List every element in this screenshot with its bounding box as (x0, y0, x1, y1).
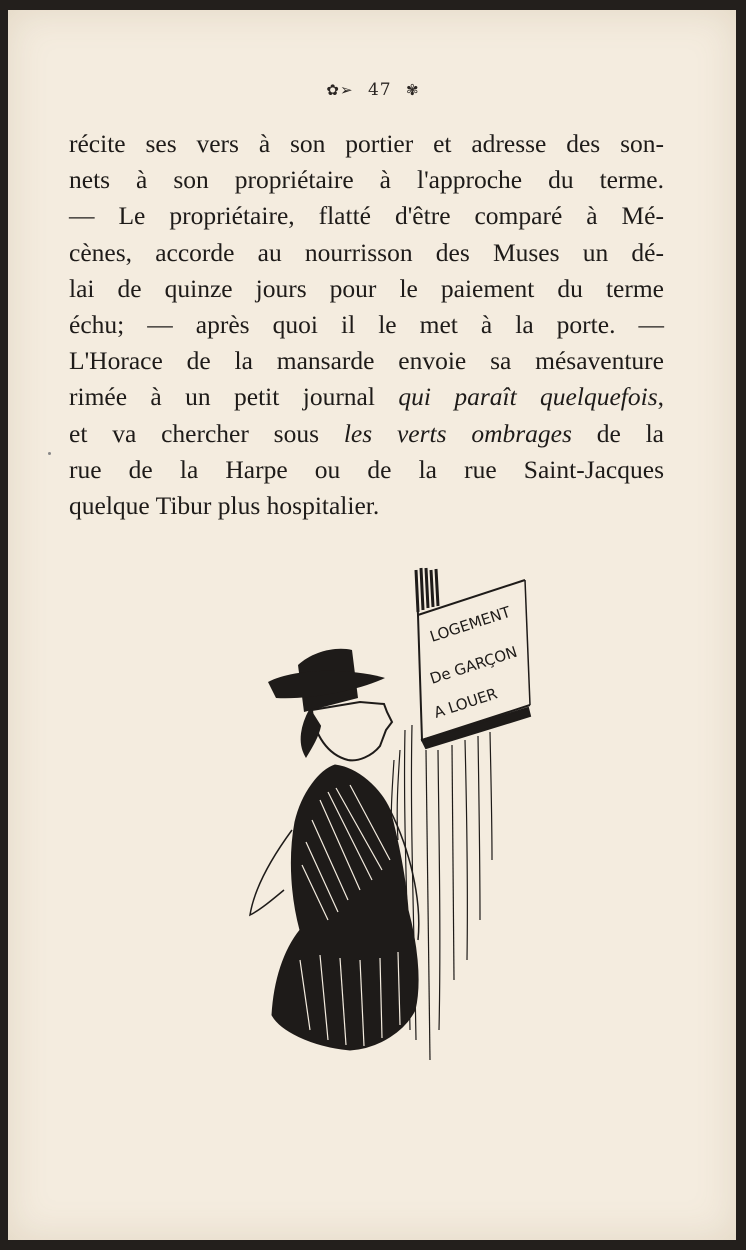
sign-line-3: A LOUER (431, 684, 500, 722)
text-segment: rimée à un petit journal (69, 382, 399, 412)
italic-segment: qui paraît quelquefois (398, 382, 658, 412)
text-line: lai de quinze jours pour le paiement du terme (69, 273, 664, 303)
sign-line-1: LOGEMENT (427, 602, 513, 646)
text-segment: , (657, 382, 664, 412)
sign-lettering (428, 603, 520, 722)
left-ornament: ✿➢ (326, 81, 354, 99)
head (302, 702, 392, 760)
illustration-man-top-hat (240, 560, 540, 1080)
coat (272, 765, 418, 1050)
text-segment: de la (571, 418, 664, 448)
text-line: échu; — après quoi il le met à la porte. — (69, 310, 664, 340)
text-line: rue de la Harpe ou de la rue Saint-Jacques (69, 454, 664, 484)
text-line: récite ses vers à son portier et adresse des son- (69, 129, 664, 158)
italic-segment: les verts ombrages (343, 418, 572, 448)
body-paragraph (69, 126, 664, 524)
text-line: cènes, accorde au nourrisson des Muses un dé- (69, 237, 664, 267)
page-number-header (0, 80, 746, 100)
text-line: quelque Tibur plus hospitalier. (69, 491, 380, 521)
page-number: 47 (367, 80, 392, 100)
print-speck (48, 452, 51, 455)
text-segment: et va chercher sous (69, 418, 344, 448)
text-line (69, 416, 664, 452)
text-line: — Le propriétaire, flatté d'être comparé à Mé- (69, 201, 664, 231)
right-ornament: ✾ (406, 81, 420, 99)
text-line (69, 379, 664, 415)
text-line: nets à son propriétaire à l'approche du terme. (69, 165, 664, 195)
sign-line-2: De GARÇON (427, 642, 520, 688)
text-line: L'Horace de la mansarde envoie sa mésaventure (69, 346, 664, 376)
